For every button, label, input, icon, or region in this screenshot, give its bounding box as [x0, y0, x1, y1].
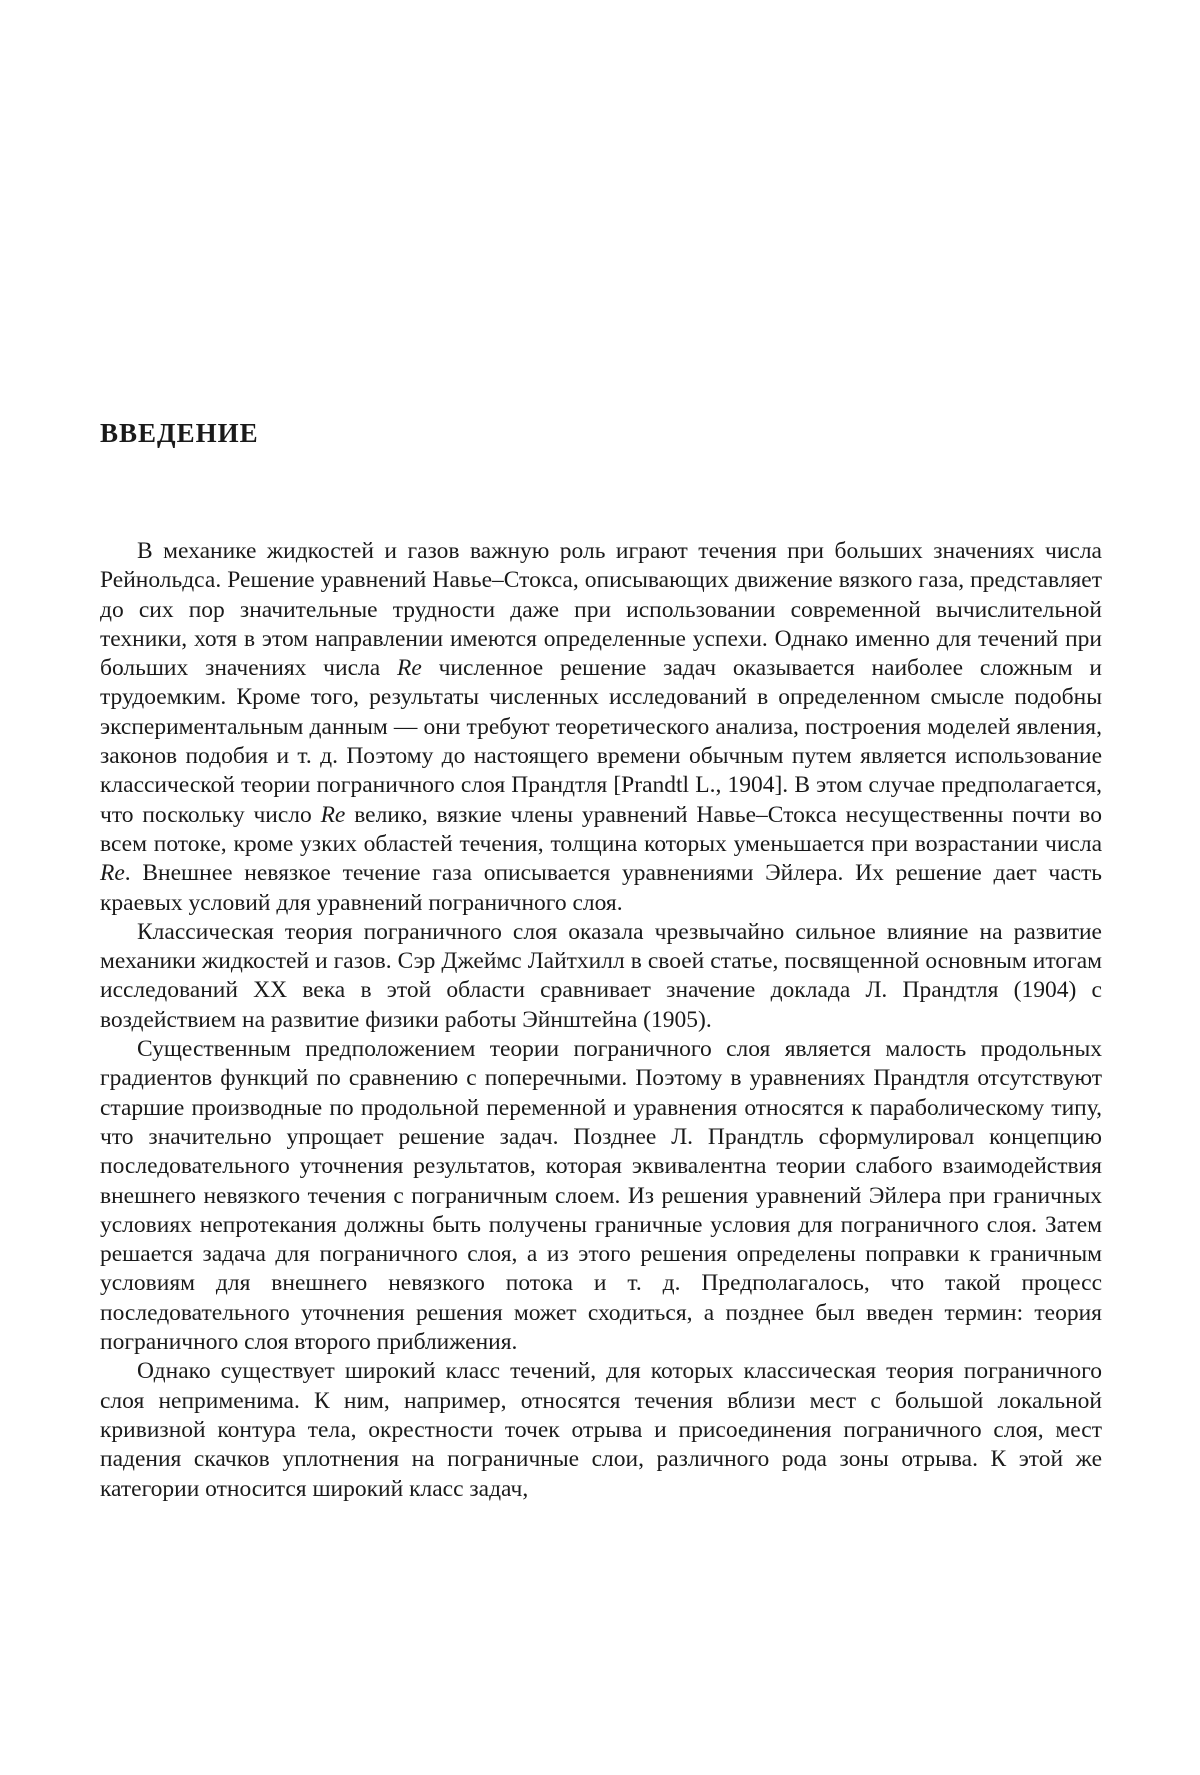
paragraph [100, 918, 1102, 1035]
paragraph-text: велико, вязкие члены уравнений Навье–Стокса несущественны почти во всем потоке, кроме узких областей течения, толщина которых уменьшается при возрастании числа [100, 801, 1102, 857]
paragraph-text: Однако существует широкий класс течений, для которых классическая теория пограничного слоя неприменима. К ним, например, относятся течения вблизи мест с большой локальной кривизной контура тела, окрестности точек отрыва и присоединения пограничного слоя, мест падения скачков уплотнения на пограничные слои, различного рода зоны отрыва. К этой же категории относится широкий класс задач, [100, 1358, 1102, 1502]
paragraph [100, 1357, 1102, 1503]
body-text [100, 537, 1102, 1504]
reynolds-symbol: Re [100, 860, 125, 887]
reynolds-symbol: Re [320, 801, 346, 828]
paragraph-text: . Внешнее невязкое течение газа описывается уравнениями Эйлера. Их решение дает часть краевых условий для уравнений пограничного слоя. [100, 860, 1102, 916]
chapter-title: ВВЕДЕНИЕ [100, 418, 259, 448]
reynolds-symbol: Re [396, 655, 422, 682]
paragraph-text: численное решение задач оказывается наиболее сложным и трудоемким. Кроме того, результаты численных исследований в определенном смысле подобны экспериментальным данным — они требуют теоретического анализа, построения моделей явления, законов подобия и т. д. Поэтому до настоящего времени обычным путем является использование классической теории пограничного слоя Прандтля [Prandtl L., 1904]. В этом случае предполагается, что поскольку число [100, 655, 1102, 828]
paragraph-text: Классическая теория пограничного слоя оказала чрезвычайно сильное влияние на развитие механики жидкостей и газов. Сэр Джеймс Лайтхилл в своей статье, посвященной основным итогам исследований XX века в этой области сравнивает значение доклада Л. Прандтля (1904) с воздействием на развитие физики работы Эйнштейна (1905). [100, 918, 1102, 1033]
paragraph [100, 1035, 1102, 1357]
paragraph-text: Существенным предположением теории пограничного слоя является малость продольных градиентов функций по сравнению с поперечными. Поэтому в уравнениях Прандтля отсутствуют старшие производные по продольной переменной и уравнения относятся к параболическому типу, что значительно упрощает решение задач. Позднее Л. Прандтль сформулировал концепцию последовательного уточнения результатов, которая эквивалентна теории слабого взаимодействия внешнего невязкого течения с пограничным слоем. Из решения уравнений Эйлера при граничных условиях непротекания должны быть получены граничные условия для пограничного слоя. Затем решается задача для пограничного слоя, а из этого решения определены поправки к граничным условиям для внешнего невязкого потока и т. д. Предполагалось, что такой процесс последовательного уточнения решения может сходиться, а позднее был введен термин: теория пограничного слоя второго приближения. [100, 1036, 1102, 1356]
paragraph [100, 537, 1102, 918]
paragraph-text: В механике жидкостей и газов важную роль играют течения при больших значениях числа Рейнольдса. Решение уравнений Навье–Стокса, описывающих движение вязкого газа, представляет до сих пор значительные трудности даже при использовании современной вычислительной техники, хотя в этом направлении имеются определенные успехи. Однако именно для течений при больших значениях числа [100, 538, 1102, 682]
